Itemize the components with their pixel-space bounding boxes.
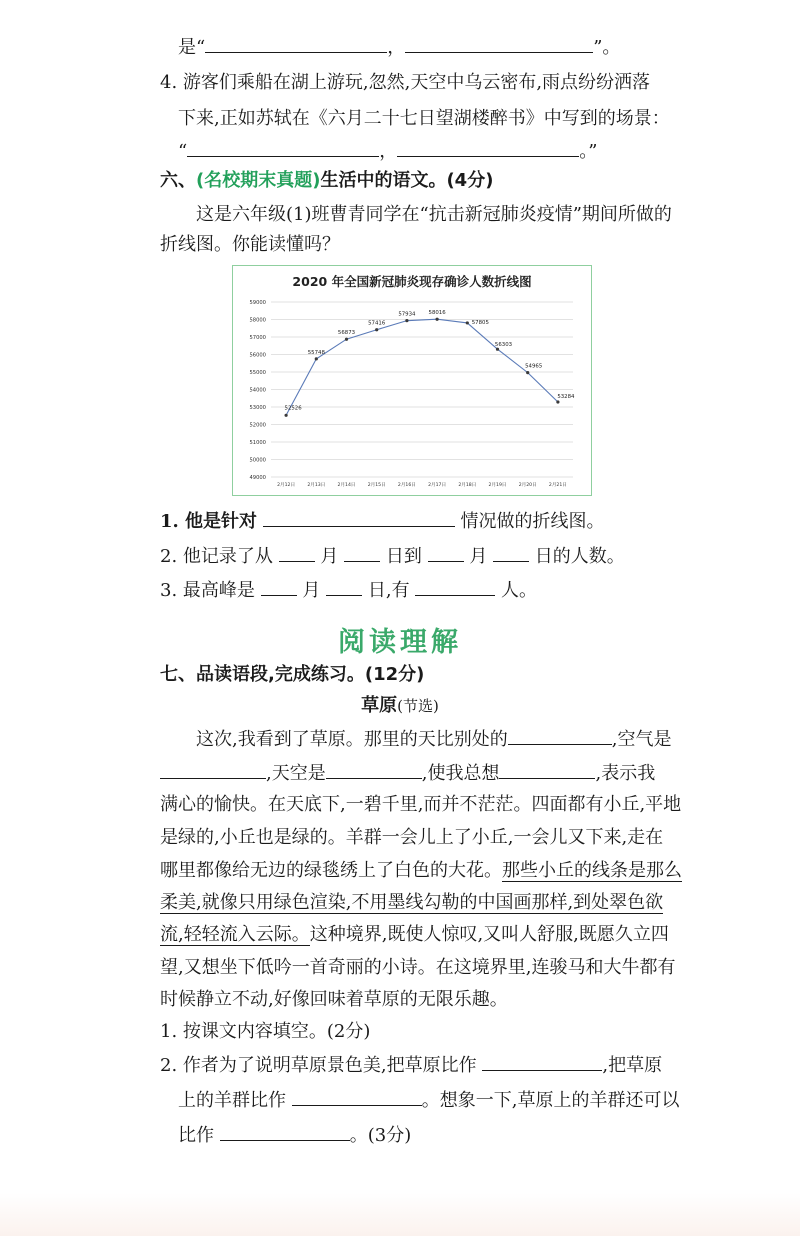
section7-q2-line-1 <box>160 1052 662 1079</box>
q4-fill-line <box>178 138 597 165</box>
x-tick-label: 2月15日 <box>367 483 386 488</box>
text: 人。 <box>501 580 538 601</box>
section-number: 六、 <box>160 170 196 191</box>
section7-q1: 1. 按课文内容填空。(2分) <box>160 1021 371 1042</box>
x-tick-label: 2月12日 <box>277 483 296 488</box>
data-label: 57416 <box>368 320 386 327</box>
data-point <box>556 400 559 403</box>
section6-intro-1: 这是六年级(1)班曹青同学在“抗击新冠肺炎疫情”期间所做的 <box>196 204 672 225</box>
data-point <box>315 357 318 360</box>
text: 月 <box>302 580 321 601</box>
passage-line-8: 望,又想坐下低吟一首奇丽的小诗。在这境界里,连骏马和大牛都有 <box>160 957 676 978</box>
passage-line-1 <box>196 726 671 753</box>
x-tick-label: 2月16日 <box>397 483 416 488</box>
answer-blank[interactable] <box>160 760 266 779</box>
section6-q3 <box>160 577 537 604</box>
passage-title <box>0 693 800 719</box>
answer-blank[interactable] <box>344 543 380 562</box>
text: 2. 作者为了说明草原景色美,把草原比作 <box>160 1055 477 1076</box>
answer-blank[interactable] <box>415 577 495 596</box>
text: (节选) <box>397 697 439 715</box>
series-line <box>286 319 558 415</box>
y-tick-label: 51000 <box>249 440 266 446</box>
data-label: 52526 <box>284 405 302 412</box>
text: 。” <box>579 141 598 162</box>
text: 月 <box>469 546 488 567</box>
section-title: 生活中的语文。(4分) <box>320 170 494 191</box>
section6-intro-2: 折线图。你能读懂吗？ <box>160 234 340 255</box>
data-label: 54965 <box>525 363 543 370</box>
underlined-sentence: 柔美,就像只用绿色渲染,不用墨线勾勒的中国画那样,到处翠色欲 <box>160 892 664 913</box>
underlined-sentence: 流,轻轻流入云际。 <box>160 924 310 945</box>
text: ,空气是 <box>611 729 672 750</box>
x-tick-label: 2月21日 <box>548 483 567 488</box>
text: 是“ <box>178 37 206 58</box>
passage-line-3: 满心的愉快。在天底下,一碧千里,而并不茫茫。四面都有小丘,平地 <box>160 794 682 815</box>
answer-blank[interactable] <box>220 1122 350 1141</box>
section-tag: (名校期末真题) <box>196 170 321 191</box>
section7-q2-line-3 <box>178 1122 411 1149</box>
passage-line-6 <box>160 890 663 916</box>
answer-blank[interactable] <box>326 760 422 779</box>
text: 这次,我看到了草原。那里的天比别处的 <box>196 729 508 750</box>
text: 日的人数。 <box>534 546 625 567</box>
section6-q2 <box>160 543 625 570</box>
y-tick-label: 54000 <box>249 387 266 394</box>
answer-blank[interactable] <box>405 34 593 53</box>
answer-blank[interactable] <box>326 577 362 596</box>
answer-blank[interactable] <box>499 760 595 779</box>
text: 哪里都像给无边的绿毯绣上了白色的大花。 <box>160 860 502 881</box>
q3-fill-line <box>178 34 620 61</box>
text: 1. 他是针对 <box>160 511 258 532</box>
q4-line-1: 4. 游客们乘船在湖上游玩,忽然,天空中乌云密布,雨点纷纷洒落 <box>160 72 651 93</box>
answer-blank[interactable] <box>397 138 579 157</box>
answer-blank[interactable] <box>292 1087 422 1106</box>
text: 情况做的折线图。 <box>460 511 605 532</box>
passage-line-2 <box>160 760 655 787</box>
text: 草原 <box>361 695 398 716</box>
text: 3. 最高峰是 <box>160 580 255 601</box>
section6-heading <box>160 168 493 194</box>
section7-heading: 七、品读语段,完成练习。(12分) <box>160 664 425 685</box>
passage-line-4: 是绿的,小丘也是绿的。羊群一会儿上了小丘,一会儿又下来,走在 <box>160 827 664 848</box>
line-chart-frame <box>232 265 592 496</box>
data-point <box>436 318 439 321</box>
text: 。想象一下,草原上的羊群还可以 <box>421 1090 680 1111</box>
text: 日,有 <box>367 580 410 601</box>
section6-q1 <box>160 508 605 535</box>
data-point <box>405 319 408 322</box>
text: “ <box>178 141 188 162</box>
text: 日到 <box>385 546 422 567</box>
line-chart <box>233 266 591 495</box>
data-label: 58016 <box>428 310 446 317</box>
y-tick-label: 53000 <box>249 405 266 411</box>
x-tick-label: 2月17日 <box>428 483 447 488</box>
answer-blank[interactable] <box>482 1052 602 1071</box>
passage-line-5 <box>160 858 682 884</box>
x-tick-label: 2月14日 <box>337 483 356 488</box>
text: ,把草原 <box>602 1055 663 1076</box>
passage-line-9: 时候静立不动,好像回味着草原的无限乐趣。 <box>160 989 508 1010</box>
answer-blank[interactable] <box>205 34 387 53</box>
answer-blank[interactable] <box>493 543 529 562</box>
data-point <box>285 414 288 417</box>
text: ， <box>379 141 398 162</box>
y-tick-label: 56000 <box>249 352 266 359</box>
answer-blank[interactable] <box>508 726 612 745</box>
y-tick-label: 58000 <box>249 317 266 324</box>
footer-band <box>0 1193 800 1236</box>
answer-blank[interactable] <box>261 577 297 596</box>
answer-blank[interactable] <box>263 508 455 527</box>
y-tick-label: 52000 <box>249 422 266 429</box>
reading-section-title: 阅读理解 <box>338 627 462 658</box>
answer-blank[interactable] <box>428 543 464 562</box>
x-tick-label: 2月13日 <box>307 483 326 488</box>
passage-line-7 <box>160 922 669 948</box>
text: ”。 <box>593 37 621 58</box>
data-label: 57934 <box>398 311 416 318</box>
x-tick-label: 2月18日 <box>458 483 477 488</box>
text: ， <box>387 37 406 58</box>
data-point <box>526 371 529 374</box>
text: 2. 他记录了从 <box>160 546 273 567</box>
y-tick-label: 55000 <box>249 370 266 376</box>
data-label: 53284 <box>557 394 575 401</box>
text: ,表示我 <box>595 763 656 784</box>
data-label: 57805 <box>471 319 489 326</box>
y-tick-label: 57000 <box>249 335 266 341</box>
text: 上的羊群比作 <box>178 1090 286 1111</box>
data-label: 56873 <box>337 330 356 337</box>
text: ,天空是 <box>266 763 326 784</box>
q4-line-2: 下来,正如苏轼在《六月二十七日望湖楼醉书》中写到的场景： <box>178 108 670 129</box>
y-tick-label: 49000 <box>249 475 266 481</box>
underlined-sentence: 那些小丘的线条是那么 <box>502 860 682 881</box>
x-tick-label: 2月20日 <box>518 483 537 488</box>
y-tick-label: 50000 <box>249 457 266 464</box>
data-point <box>375 328 378 331</box>
data-label: 55748 <box>307 349 325 356</box>
y-tick-label: 59000 <box>249 300 266 306</box>
x-tick-label: 2月19日 <box>488 483 507 488</box>
text: 。(3分) <box>349 1125 412 1146</box>
answer-blank[interactable] <box>279 543 315 562</box>
text: 月 <box>320 546 339 567</box>
section7-q2-line-2 <box>178 1087 679 1114</box>
data-point <box>466 321 469 324</box>
text: ,使我总想 <box>421 763 500 784</box>
text: 这种境界,既使人惊叹,又叫人舒服,既愿久立四 <box>309 924 669 945</box>
chart-title: 2020 年全国新冠肺炎现存确诊人数折线图 <box>292 274 532 289</box>
data-point <box>345 338 348 341</box>
text: 比作 <box>178 1125 214 1146</box>
data-label: 56303 <box>494 342 513 349</box>
answer-blank[interactable] <box>187 138 379 157</box>
